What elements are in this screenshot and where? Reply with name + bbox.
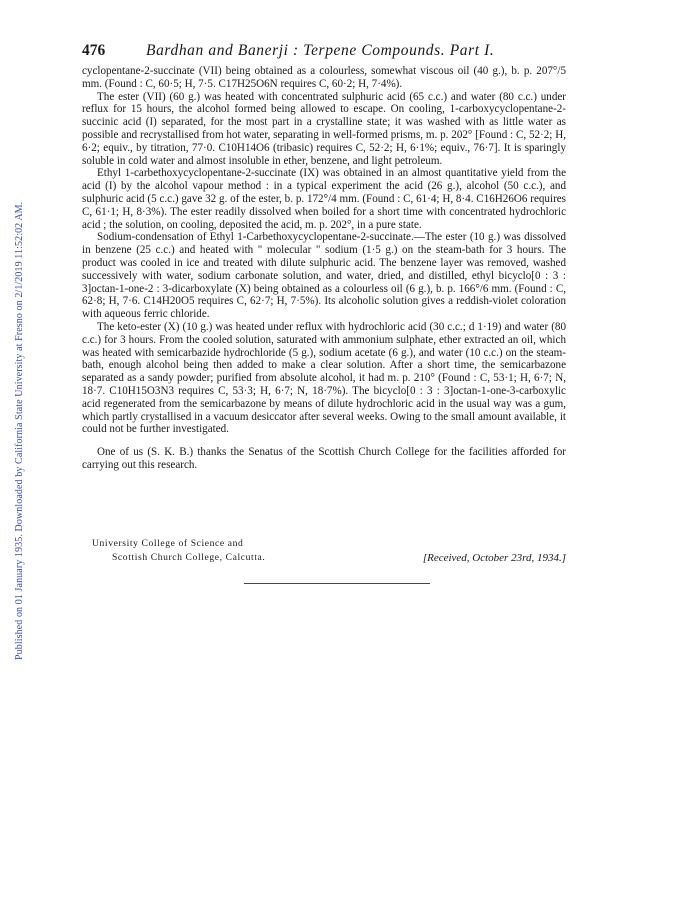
article-body (82, 65, 566, 472)
end-rule (244, 583, 430, 584)
page-header (82, 42, 582, 64)
affiliation-line-1: University College of Science and (92, 538, 244, 549)
paragraph-3: Ethyl 1-carbethoxycyclopentane-2-succinate (IX) was obtained in an almost quantitative yield from the acid (I) by the alcohol vapour method : in a typical experiment the acid (26 g.), alcohol (50 c.c.), and sulphuric acid (5 c.c.) gave 32 g. of the ester, b. p. 172°/4 mm. (Found : C, 61·4; H, 8·4. C16H26O6 requires C, 61·1; H, 8·3%). The ester readily dissolved when boiled for a short time with concentrated hydrochloric acid ; the solution, on cooling, deposited the acid, m. p. 202°, in a pure state. (82, 167, 566, 231)
paragraph-4: Sodium-condensation of Ethyl 1-Carbethoxycyclopentane-2-succinate.—The ester (10 g.) was dissolved in benzene (25 c.c.) and heated with " molecular " sodium (1·5 g.) on the steam-bath for 3 hours. The product was cooled in ice and treated with dilute sulphuric acid. The benzene layer was removed, washed successively with water, sodium carbonate solution, and water, dried, and distilled, ethyl bicyclo[0 : 3 : 3]octan-1-one-2 : 3-dicarboxylate (X) being obtained as a colourless oil (6 g.), b. p. 166°/6 mm. (Found : C, 62·8; H, 7·6. C14H20O5 requires C, 62·7; H, 7·5%). Its alcoholic solution gives a reddish-violet coloration with aqueous ferric chloride. (82, 231, 566, 321)
received-date: [Received, October 23rd, 1934.] (422, 552, 566, 564)
paragraph-1: cyclopentane-2-succinate (VII) being obtained as a colourless, somewhat viscous oil (40 g.), b. p. 207°/5 mm. (Found : C, 60·5; H, 7·5. C17H25O6N requires C, 60·2; H, 7·4%). (82, 65, 566, 90)
affiliation-line-2: Scottish Church College, Calcutta. (112, 552, 266, 563)
page-number: 476 (82, 42, 106, 59)
watermark-text: Published on 01 January 1935. Downloaded by California State University at Fresno on 2/1/2019 11:52:02 AM. (14, 201, 25, 660)
acknowledgement: One of us (S. K. B.) thanks the Senatus of the Scottish Church College for the facilities afforded for carrying out this research. (82, 446, 566, 471)
affiliation-block (92, 537, 566, 565)
running-title: Bardhan and Banerji : Terpene Compounds. Part I. (146, 42, 495, 59)
download-watermark (2, 100, 25, 660)
paragraph-5: The keto-ester (X) (10 g.) was heated under reflux with hydrochloric acid (30 c.c.; d 1·19) and water (80 c.c.) for 3 hours. From the cooled solution, saturated with ammonium sulphate, ether extracted an oil, which was heated with semicarbazide hydrochloride (5 g.), sodium acetate (6 g.), and water (10 c.c.) on the steam-bath, enough alcohol being then added to make a clear solution. After a short time, the semicarbazone separated as a sandy powder; purified from absolute alcohol, it had m. p. 210° (Found : C, 53·1; H, 6·7; N, 18·7. C10H15O3N3 requires C, 53·3; H, 6·7; N, 18·7%). The bicyclo[0 : 3 : 3]octan-1-one-3-carboxylic acid regenerated from the semicarbazone by means of dilute hydrochloric acid in the usual way was a gum, which partly crystallised in a vacuum desiccator after several weeks. Owing to the small amount available, it could not be further investigated. (82, 320, 566, 436)
paragraph-2: The ester (VII) (60 g.) was heated with concentrated sulphuric acid (65 c.c.) and water (80 c.c.) under reflux for 15 hours, the alcohol formed being allowed to escape. On cooling, 1-carboxycyclopentane-2-succinic acid (I) separated, for the most part in a crystalline state; it was washed with as little water as possible and recrystallised from hot water, separating in well-formed prisms, m. p. 202° [Found : C, 52·2; H, 6·2; equiv., by titration, 77·0. C10H14O6 (tribasic) requires C, 52·2; H, 6·1%; equiv., 76·7]. It is sparingly soluble in cold water and almost insoluble in ether, benzene, and light petroleum. (82, 90, 566, 167)
